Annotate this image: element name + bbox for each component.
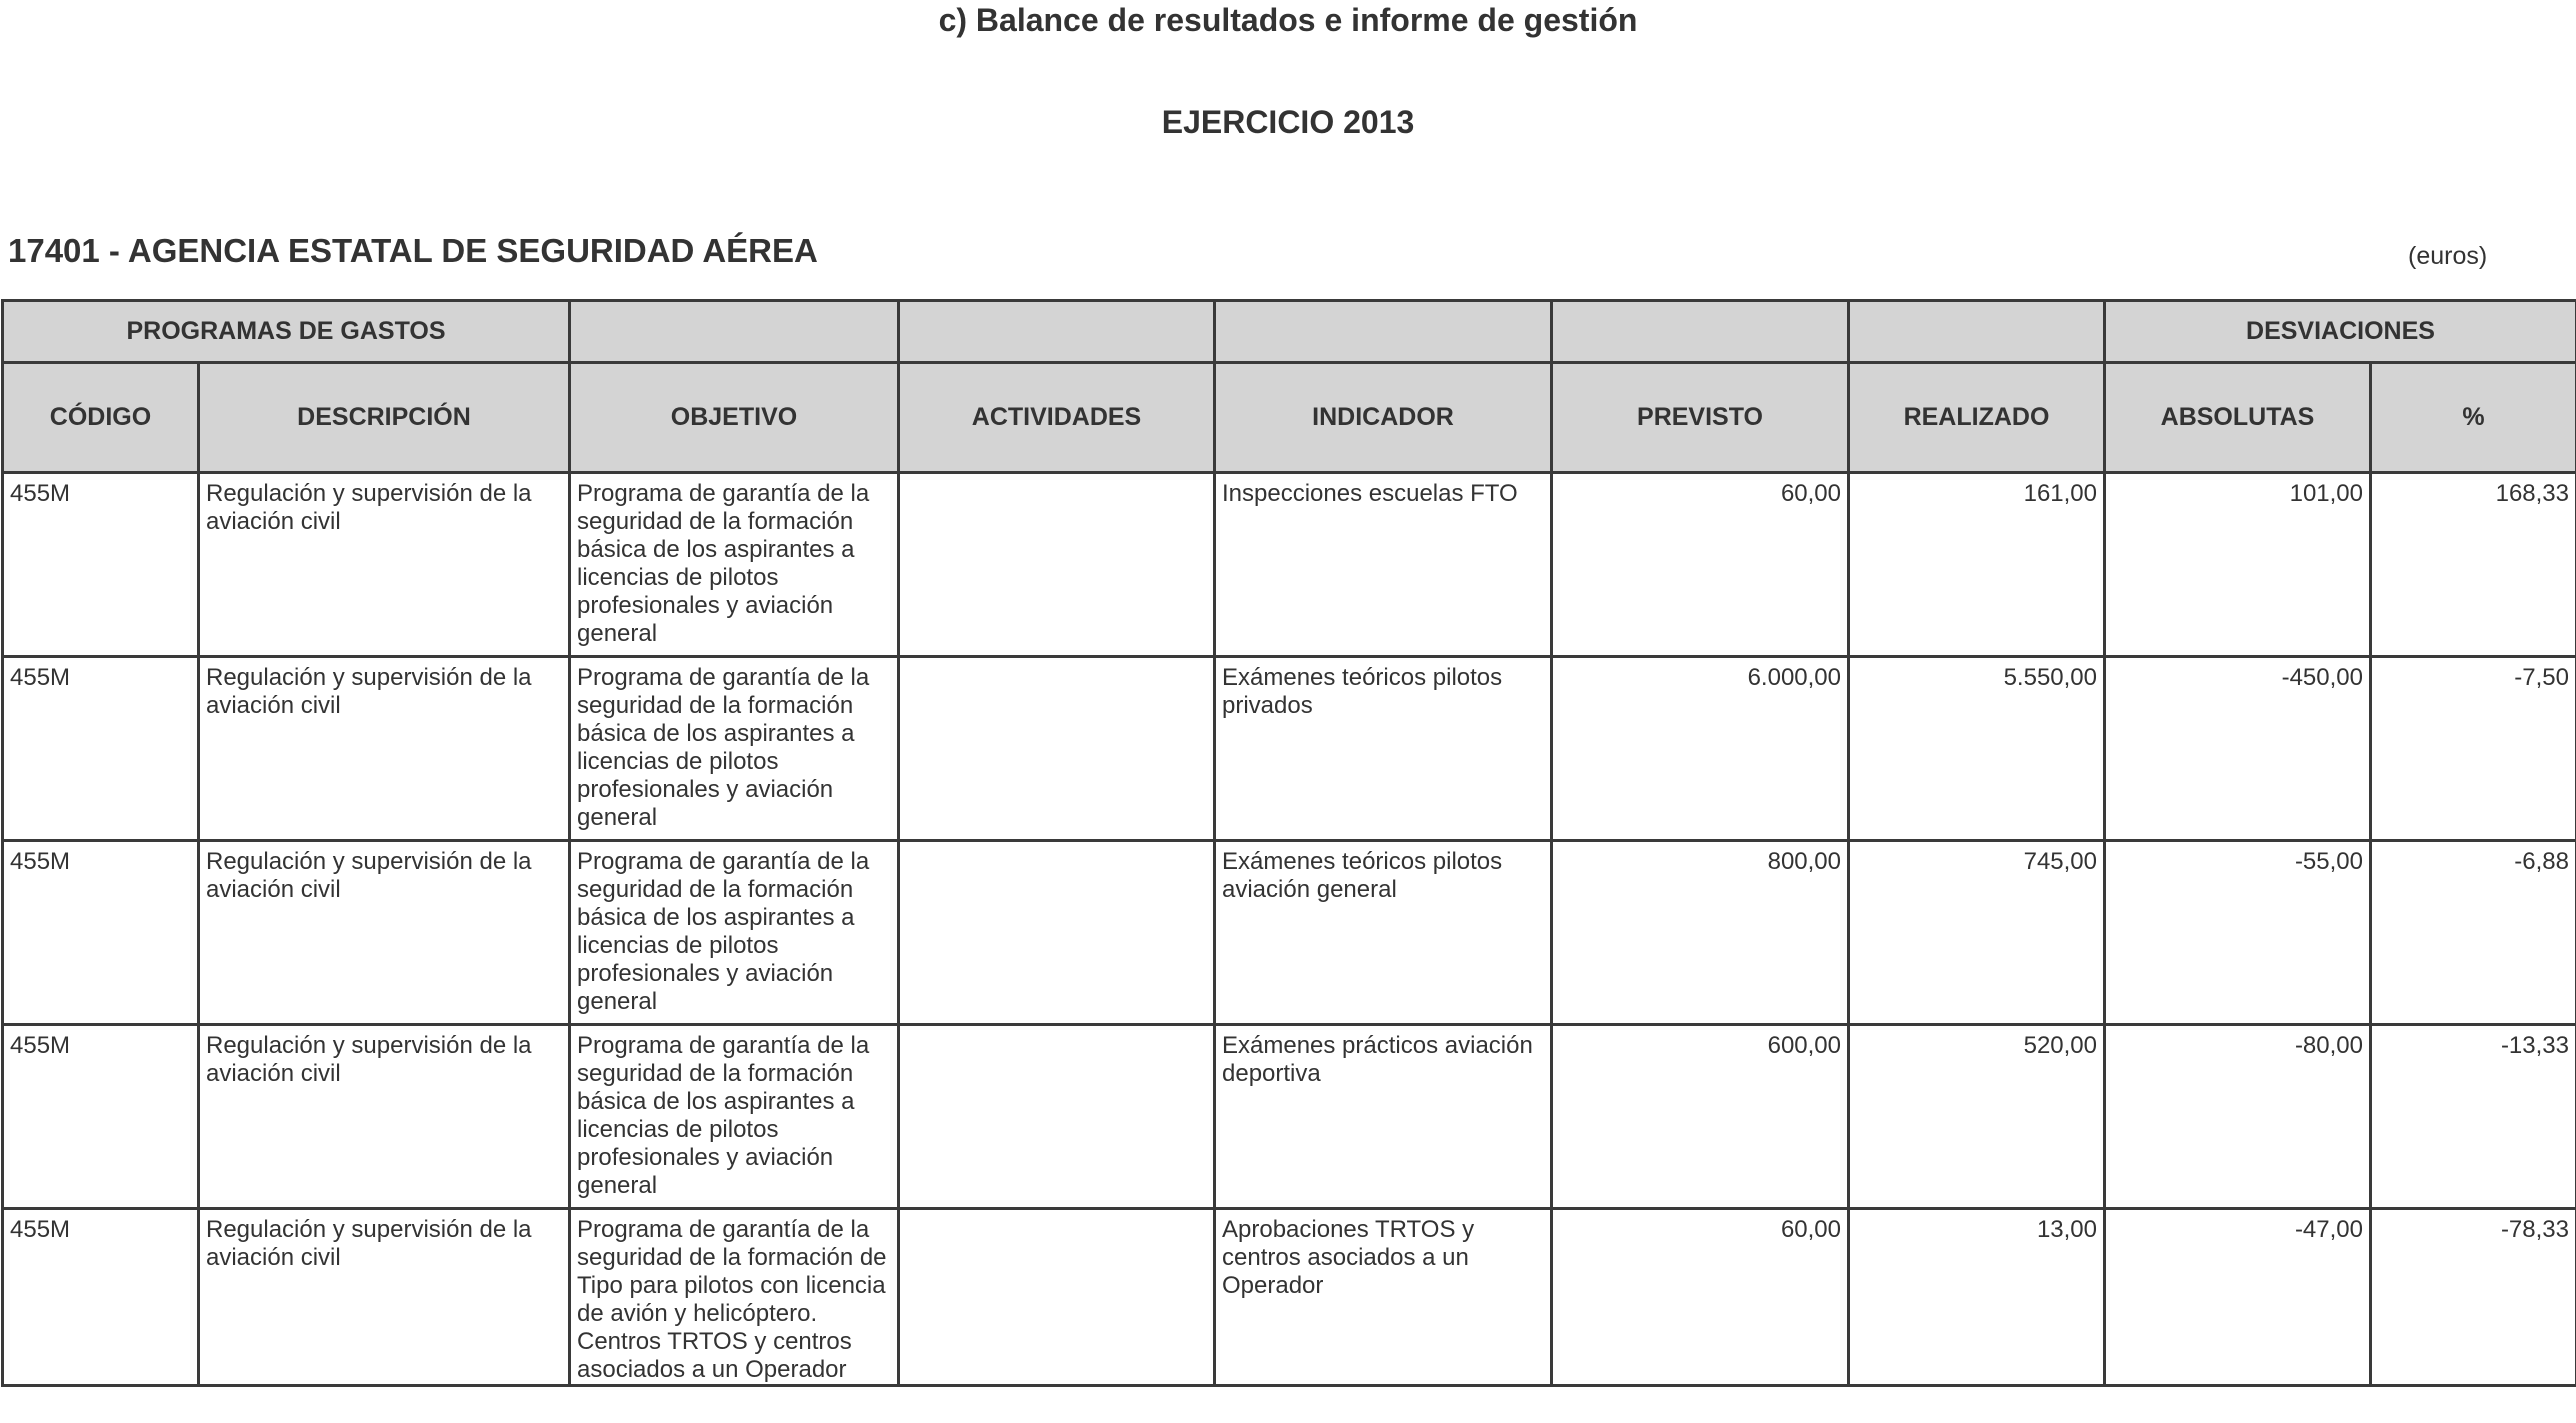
cell-objective: Programa de garantía de la seguridad de la formación básica de los aspirantes a licencias de pilotos profesionales y aviación general bbox=[570, 657, 899, 841]
cell-percent: -6,88 bbox=[2371, 841, 2576, 1025]
cell-indicator: Exámenes teóricos pilotos aviación general bbox=[1215, 841, 1552, 1025]
column-header-objective: OBJETIVO bbox=[570, 363, 899, 473]
entity-title: 17401 - AGENCIA ESTATAL DE SEGURIDAD AÉREA bbox=[8, 232, 818, 269]
column-header-activities: ACTIVIDADES bbox=[899, 363, 1215, 473]
cell-actual: 161,00 bbox=[1849, 473, 2105, 657]
column-header-percent: % bbox=[2371, 363, 2576, 473]
cell-actual: 520,00 bbox=[1849, 1025, 2105, 1209]
group-header-empty bbox=[1215, 301, 1552, 363]
currency-units: (euros) bbox=[2408, 242, 2488, 270]
group-header-deviations: DESVIACIONES bbox=[2105, 301, 2576, 363]
cell-planned: 800,00 bbox=[1552, 841, 1849, 1025]
table-row bbox=[3, 841, 2576, 1025]
cell-absolute: -55,00 bbox=[2105, 841, 2371, 1025]
cell-percent: 168,33 bbox=[2371, 473, 2576, 657]
cell-description: Regulación y supervisión de la aviación civil bbox=[199, 1025, 570, 1209]
cell-objective: Programa de garantía de la seguridad de la formación básica de los aspirantes a licencias de pilotos profesionales y aviación general bbox=[570, 473, 899, 657]
cell-description: Regulación y supervisión de la aviación civil bbox=[199, 1209, 570, 1386]
cell-indicator: Aprobaciones TRTOS y centros asociados a un Operador bbox=[1215, 1209, 1552, 1386]
cell-activities bbox=[899, 1209, 1215, 1386]
table-row bbox=[3, 473, 2576, 657]
cell-actual: 13,00 bbox=[1849, 1209, 2105, 1386]
cell-planned: 6.000,00 bbox=[1552, 657, 1849, 841]
group-header-empty bbox=[1849, 301, 2105, 363]
cell-objective: Programa de garantía de la seguridad de la formación de Tipo para pilotos con licencia de avión y helicóptero. Centros TRTOS y centros asociados a un Operador bbox=[570, 1209, 899, 1386]
column-header-indicator: INDICADOR bbox=[1215, 363, 1552, 473]
table-row bbox=[3, 1025, 2576, 1209]
cell-actual: 5.550,00 bbox=[1849, 657, 2105, 841]
cell-planned: 600,00 bbox=[1552, 1025, 1849, 1209]
group-header-empty bbox=[570, 301, 899, 363]
cell-description: Regulación y supervisión de la aviación civil bbox=[199, 657, 570, 841]
cell-code: 455M bbox=[3, 1209, 199, 1386]
column-header-absolute: ABSOLUTAS bbox=[2105, 363, 2371, 473]
cell-code: 455M bbox=[3, 841, 199, 1025]
cell-description: Regulación y supervisión de la aviación civil bbox=[199, 841, 570, 1025]
cell-objective: Programa de garantía de la seguridad de la formación básica de los aspirantes a licencias de pilotos profesionales y aviación general bbox=[570, 1025, 899, 1209]
fiscal-year: EJERCICIO 2013 bbox=[1161, 104, 1415, 140]
cell-code: 455M bbox=[3, 473, 199, 657]
cell-percent: -13,33 bbox=[2371, 1025, 2576, 1209]
table-row bbox=[3, 1209, 2576, 1386]
cell-planned: 60,00 bbox=[1552, 473, 1849, 657]
column-header-description: DESCRIPCIÓN bbox=[199, 363, 570, 473]
column-header-actual: REALIZADO bbox=[1849, 363, 2105, 473]
group-header-empty bbox=[899, 301, 1215, 363]
column-header-row bbox=[3, 363, 2576, 473]
cell-absolute: -47,00 bbox=[2105, 1209, 2371, 1386]
group-header-row bbox=[3, 301, 2576, 363]
cell-absolute: 101,00 bbox=[2105, 473, 2371, 657]
cell-activities bbox=[899, 657, 1215, 841]
cell-description: Regulación y supervisión de la aviación civil bbox=[199, 473, 570, 657]
column-header-code: CÓDIGO bbox=[3, 363, 199, 473]
cell-activities bbox=[899, 1025, 1215, 1209]
cell-code: 455M bbox=[3, 657, 199, 841]
cell-indicator: Exámenes teóricos pilotos privados bbox=[1215, 657, 1552, 841]
cell-indicator: Exámenes prácticos aviación deportiva bbox=[1215, 1025, 1552, 1209]
cell-indicator: Inspecciones escuelas FTO bbox=[1215, 473, 1552, 657]
cell-objective: Programa de garantía de la seguridad de la formación básica de los aspirantes a licencias de pilotos profesionales y aviación general bbox=[570, 841, 899, 1025]
table-row bbox=[3, 657, 2576, 841]
cell-percent: -7,50 bbox=[2371, 657, 2576, 841]
cell-actual: 745,00 bbox=[1849, 841, 2105, 1025]
cell-code: 455M bbox=[3, 1025, 199, 1209]
cell-planned: 60,00 bbox=[1552, 1209, 1849, 1386]
cell-absolute: -450,00 bbox=[2105, 657, 2371, 841]
column-header-planned: PREVISTO bbox=[1552, 363, 1849, 473]
report-title: c) Balance de resultados e informe de gestión bbox=[938, 2, 1638, 38]
group-header-empty bbox=[1552, 301, 1849, 363]
cell-activities bbox=[899, 473, 1215, 657]
cell-percent: -78,33 bbox=[2371, 1209, 2576, 1386]
results-table bbox=[1, 299, 2576, 1387]
cell-absolute: -80,00 bbox=[2105, 1025, 2371, 1209]
group-header-programs: PROGRAMAS DE GASTOS bbox=[3, 301, 570, 363]
cell-activities bbox=[899, 841, 1215, 1025]
